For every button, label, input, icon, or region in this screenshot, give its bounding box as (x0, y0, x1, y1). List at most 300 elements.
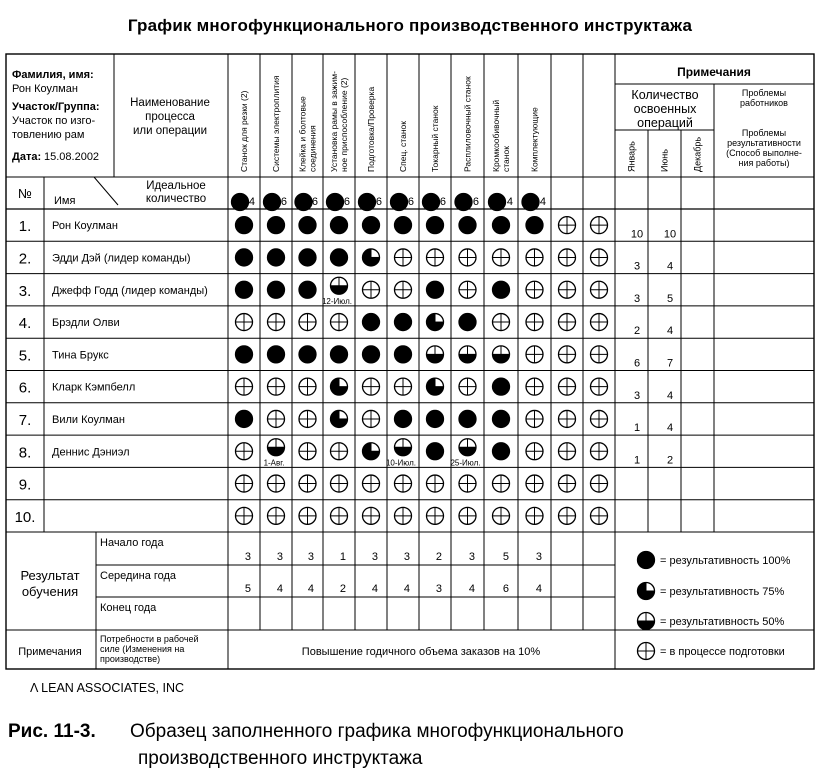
skill-mark (331, 378, 348, 395)
ideal-value: 6 (280, 196, 287, 208)
ideal-value: 6 (407, 196, 414, 208)
skill-mark (299, 281, 316, 298)
fill-full (331, 346, 348, 363)
skill-mark (331, 217, 348, 234)
results-value: 2 (339, 583, 346, 595)
date-value: 15.08.2002 (44, 151, 100, 163)
skill-mark (331, 277, 348, 294)
skill-mark (395, 475, 412, 492)
fill-half (427, 354, 444, 363)
skill-mark (591, 217, 608, 234)
target-date: 25-Июл. (450, 458, 481, 468)
fill-half (493, 354, 510, 363)
jun-count: 5 (666, 292, 674, 305)
skill-mark (459, 507, 476, 524)
legend-label: = результативность 75% (660, 586, 785, 598)
month-label: Июнь (659, 149, 670, 172)
month-label: Январь (626, 141, 637, 172)
skill-mark (427, 217, 444, 234)
results-row-label: Конец года (100, 602, 157, 614)
fill-full (493, 443, 510, 460)
operation-label: Комплектующие (529, 107, 540, 172)
name-header: Имя (54, 195, 76, 207)
skill-mark (493, 346, 510, 363)
legend-label: = в процессе подготовки (660, 646, 785, 658)
jan-count: 3 (633, 292, 641, 305)
jun-count: 4 (666, 325, 674, 338)
fill-full (299, 346, 316, 363)
company-name: LEAN ASSOCIATES, INC (41, 681, 185, 695)
fill-half (268, 447, 285, 456)
ideal-indicator-mark (522, 194, 539, 211)
target-date: 1-Авг. (263, 458, 285, 468)
fill-full (493, 281, 510, 298)
caption-line-1: Образец заполненного графика многофункционального (130, 721, 624, 742)
fill-half (395, 447, 412, 456)
fill-full (299, 249, 316, 266)
operation-label: Установка рамы в зажим- (329, 71, 339, 172)
row-number: 10. (14, 508, 36, 526)
legend-mark (638, 643, 655, 660)
skill-mark (331, 410, 348, 427)
skill-mark (363, 443, 380, 460)
fill-full (295, 194, 312, 211)
fill-full (268, 281, 285, 298)
operation-label: Подготовка/Проверка (366, 86, 376, 172)
worker-problems-label: Проблемы (741, 88, 787, 98)
fill-full (236, 217, 253, 234)
fill-half (459, 447, 476, 456)
skill-mark (299, 249, 316, 266)
skill-mark (331, 475, 348, 492)
fill-full (236, 410, 253, 427)
fill-full (268, 217, 285, 234)
skill-mark (459, 410, 476, 427)
worker-name: Вили Коулман (52, 413, 125, 426)
operation-label: Спец. станок (398, 121, 408, 172)
skill-mark (459, 378, 476, 395)
skill-mark (493, 217, 510, 234)
ideal-value: 6 (311, 196, 318, 208)
skill-mark (526, 346, 543, 363)
skill-mark (427, 410, 444, 427)
row-number: 9. (18, 476, 32, 494)
skill-mark (493, 443, 510, 460)
skill-mark (236, 443, 253, 460)
skill-mark (459, 217, 476, 234)
jan-count: 10 (630, 228, 644, 241)
fill-full (395, 346, 412, 363)
jan-count: 2 (633, 325, 641, 338)
needs-label: производстве) (100, 654, 161, 664)
row-number: 2. (18, 250, 32, 268)
skill-mark (299, 217, 316, 234)
fill-half (331, 286, 348, 295)
skill-mark (236, 475, 253, 492)
skill-mark (395, 439, 412, 456)
skill-mark (268, 314, 285, 331)
legend-mark (638, 552, 655, 569)
skill-mark (591, 507, 608, 524)
group-label: Участок/Группа: (12, 101, 100, 113)
fill-full (232, 194, 249, 211)
skill-mark (299, 443, 316, 460)
results-value: 5 (502, 551, 509, 563)
skill-mark (591, 249, 608, 266)
date-label: Дата: (12, 151, 42, 163)
fill-full (236, 281, 253, 298)
jan-count: 3 (633, 389, 641, 402)
jun-count: 7 (666, 357, 674, 370)
matrix-marks (232, 194, 655, 660)
results-value: 3 (468, 551, 475, 563)
results-value: 3 (371, 551, 378, 563)
name-value: Рон Коулман (12, 83, 78, 95)
fill-full (363, 314, 380, 331)
skill-mark (559, 410, 576, 427)
ideal-indicator-mark (232, 194, 249, 211)
fill-full (427, 217, 444, 234)
fill-full (299, 217, 316, 234)
results-label: обучения (21, 584, 79, 599)
skill-mark (395, 346, 412, 363)
operation-label: Станок для резки (2) (239, 90, 249, 172)
fill-full (363, 217, 380, 234)
row-number: 6. (18, 379, 32, 397)
fill-full (493, 217, 510, 234)
operation-label: Расплиловочный станок (462, 76, 473, 172)
skill-mark (591, 475, 608, 492)
skill-mark (299, 314, 316, 331)
skill-mark (427, 378, 444, 395)
row-number: 1. (18, 218, 32, 236)
skill-mark (493, 281, 510, 298)
count-label: операций (637, 116, 693, 130)
target-date: 12-Июл. (321, 296, 353, 306)
skill-mark (526, 281, 543, 298)
skill-mark (363, 507, 380, 524)
results-value: 3 (244, 551, 251, 563)
results-value: 4 (307, 583, 314, 595)
skill-mark (236, 217, 253, 234)
ideal-indicator-mark (423, 194, 440, 211)
skill-mark (299, 475, 316, 492)
skill-mark (236, 346, 253, 363)
fill-full (299, 281, 316, 298)
skill-mark (363, 410, 380, 427)
results-value: 6 (502, 583, 509, 595)
results-value: 3 (435, 583, 442, 595)
skill-mark (591, 410, 608, 427)
skill-mark (591, 281, 608, 298)
skill-mark (591, 378, 608, 395)
skill-mark (268, 410, 285, 427)
skill-mark (268, 249, 285, 266)
process-label: процесса (145, 111, 195, 123)
ideal-value: 6 (375, 196, 382, 208)
skill-mark (526, 507, 543, 524)
skill-mark (493, 475, 510, 492)
lambda-logo-icon: Λ (30, 681, 38, 695)
row-number: 3. (18, 282, 32, 300)
skill-mark (427, 249, 444, 266)
skill-mark (559, 249, 576, 266)
worker-name: Рон Коулман (52, 220, 118, 233)
skill-mark (526, 443, 543, 460)
skill-mark (427, 475, 444, 492)
fill-full (526, 217, 543, 234)
skill-mark (526, 249, 543, 266)
skill-mark (299, 507, 316, 524)
skill-mark (236, 281, 253, 298)
skill-mark (427, 507, 444, 524)
legend-label: = результативность 100% (660, 555, 791, 567)
fill-full (427, 443, 444, 460)
operation-label: Системы электроплития (271, 75, 281, 172)
ideal-indicator-mark (489, 194, 506, 211)
skill-mark (493, 249, 510, 266)
results-value: 3 (307, 551, 314, 563)
skill-mark (268, 346, 285, 363)
row-number: 7. (18, 411, 32, 429)
worker-name: Эдди Дэй (лидер команды) (52, 252, 191, 265)
fill-full (264, 194, 281, 211)
operation-label: станок (501, 146, 511, 172)
perf-problems-label: (Способ выполне- (726, 148, 802, 158)
skill-mark (591, 443, 608, 460)
skill-mark (331, 346, 348, 363)
fill-full (459, 217, 476, 234)
ideal-indicator-mark (455, 194, 472, 211)
skill-mark (459, 249, 476, 266)
skill-mark (427, 443, 444, 460)
jun-count: 4 (666, 260, 674, 273)
company-logo (30, 681, 184, 695)
skill-mark (427, 281, 444, 298)
skill-mark (331, 314, 348, 331)
month-label: Декабрь (692, 136, 703, 172)
results-row-label: Середина года (100, 570, 177, 582)
fill-full (427, 410, 444, 427)
jan-count: 1 (633, 422, 641, 435)
operation-label: ное приспособление (2) (339, 77, 349, 172)
skill-mark (363, 378, 380, 395)
worker-name: Брэдли Олви (52, 317, 120, 330)
skill-mark (395, 249, 412, 266)
operation-label: Кромкообивочный (491, 99, 501, 172)
skill-mark (363, 281, 380, 298)
fill-full (395, 217, 412, 234)
fill-full (395, 410, 412, 427)
skill-mark (493, 314, 510, 331)
fill-full (459, 410, 476, 427)
jun-count: 4 (666, 422, 674, 435)
skill-mark (395, 281, 412, 298)
fill-full (268, 249, 285, 266)
skill-mark (559, 378, 576, 395)
skill-mark (236, 314, 253, 331)
fill-full (363, 346, 380, 363)
ideal-indicator-mark (264, 194, 281, 211)
skill-mark (493, 410, 510, 427)
fill-full (522, 194, 539, 211)
ideal-label: Идеальное (146, 180, 206, 192)
fill-full (493, 410, 510, 427)
skill-mark (268, 507, 285, 524)
skill-mark (236, 410, 253, 427)
group-value: Участок по изго- (12, 115, 96, 127)
ideal-value: 6 (472, 196, 479, 208)
jun-count: 2 (666, 454, 674, 467)
skill-mark (526, 410, 543, 427)
skill-mark (331, 249, 348, 266)
num-header: № (18, 186, 32, 201)
results-value: 4 (276, 583, 283, 595)
skill-mark (559, 217, 576, 234)
skill-mark (299, 410, 316, 427)
skill-mark (493, 378, 510, 395)
ideal-indicator-mark (295, 194, 312, 211)
fill-full (493, 378, 510, 395)
fill-full (459, 314, 476, 331)
fill-full (489, 194, 506, 211)
fill-full (395, 314, 412, 331)
skill-mark (559, 507, 576, 524)
results-value: 3 (276, 551, 283, 563)
results-value: 3 (535, 551, 542, 563)
fill-full (331, 217, 348, 234)
target-date: 10-Июл. (385, 458, 417, 468)
skill-mark (493, 507, 510, 524)
ideal-value: 4 (539, 196, 546, 208)
fill-full (359, 194, 376, 211)
fill-half (638, 621, 655, 630)
skill-mark (559, 443, 576, 460)
skill-mark (299, 346, 316, 363)
skill-mark (395, 507, 412, 524)
ideal-label: количество (145, 193, 207, 205)
worker-name: Кларк Кэмпбелл (52, 381, 136, 394)
jan-count: 6 (633, 357, 641, 370)
skill-mark (331, 443, 348, 460)
fill-full (327, 194, 344, 211)
worker-name: Джефф Годд (лидер команды) (52, 284, 208, 297)
fill-half (459, 354, 476, 363)
perf-problems-label: результативности (727, 138, 801, 148)
skill-mark (459, 439, 476, 456)
skill-mark (559, 314, 576, 331)
skill-mark (268, 281, 285, 298)
skill-mark (427, 314, 444, 331)
skill-mark (268, 439, 285, 456)
results-value: 4 (371, 583, 378, 595)
fill-full (427, 281, 444, 298)
skill-mark (268, 475, 285, 492)
results-value: 2 (435, 551, 442, 563)
legend-mark (638, 613, 655, 630)
skill-mark (526, 217, 543, 234)
jan-count: 1 (633, 454, 641, 467)
skill-mark (559, 281, 576, 298)
skill-mark (268, 378, 285, 395)
skill-mark (526, 475, 543, 492)
ideal-value: 4 (506, 196, 513, 208)
count-label: освоенных (633, 102, 697, 116)
notes-text: Повышение годичного объема заказов на 10% (301, 646, 541, 658)
skill-mark (363, 475, 380, 492)
ideal-value: 6 (343, 196, 350, 208)
skill-mark (395, 410, 412, 427)
fill-full (638, 552, 655, 569)
jan-count: 3 (633, 260, 641, 273)
operation-label: соединения (307, 125, 318, 172)
notes-row-label: Примечания (18, 646, 82, 658)
grid-line (94, 177, 118, 205)
name-label: Фамилия, имя: (12, 69, 94, 81)
ideal-indicator-mark (359, 194, 376, 211)
jun-count: 10 (663, 228, 677, 241)
row-number: 5. (18, 347, 32, 365)
skill-mark (395, 378, 412, 395)
skill-mark (236, 249, 253, 266)
skill-mark (459, 314, 476, 331)
skill-mark (299, 378, 316, 395)
process-label: Наименование (130, 97, 210, 109)
results-value: 3 (403, 551, 410, 563)
perf-problems-label: Проблемы (741, 128, 787, 138)
skill-mark (395, 217, 412, 234)
results-value: 5 (244, 583, 251, 595)
skill-mark (559, 346, 576, 363)
results-value: 4 (468, 583, 475, 595)
skill-mark (363, 217, 380, 234)
fill-full (423, 194, 440, 211)
process-label: или операции (133, 125, 207, 137)
ideal-indicator-mark (391, 194, 408, 211)
skill-mark (268, 217, 285, 234)
worker-name: Деннис Дэниэл (52, 446, 130, 459)
skill-mark (236, 507, 253, 524)
row-number: 8. (18, 444, 32, 462)
chart-title: График многофункционального производственного инструктажа (127, 16, 693, 35)
skill-mark (459, 281, 476, 298)
figure-caption (8, 718, 624, 772)
fill-full (268, 346, 285, 363)
operation-label: Клейка и болтовые (297, 96, 308, 172)
caption-line-2: производственного инструктажа (138, 748, 423, 769)
skill-mark (363, 346, 380, 363)
ideal-value: 6 (439, 196, 446, 208)
perf-problems-label: ния работы) (738, 158, 790, 168)
needs-label: Потребности в рабочей (100, 634, 199, 644)
count-label: Количество (631, 88, 699, 102)
skill-mark (427, 346, 444, 363)
ideal-value: 4 (248, 196, 255, 208)
skill-mark (363, 249, 380, 266)
fill-full (331, 249, 348, 266)
results-row-label: Начало года (100, 537, 164, 549)
operation-label: Токарный станок (430, 105, 440, 172)
notes-title: Примечания (677, 65, 751, 79)
skill-mark (459, 346, 476, 363)
results-value: 4 (535, 583, 542, 595)
needs-label: силе (Изменения на (100, 644, 185, 654)
matrix-grid (6, 54, 814, 669)
fill-full (236, 249, 253, 266)
skill-mark (395, 314, 412, 331)
skill-mark (459, 475, 476, 492)
skill-mark (526, 378, 543, 395)
